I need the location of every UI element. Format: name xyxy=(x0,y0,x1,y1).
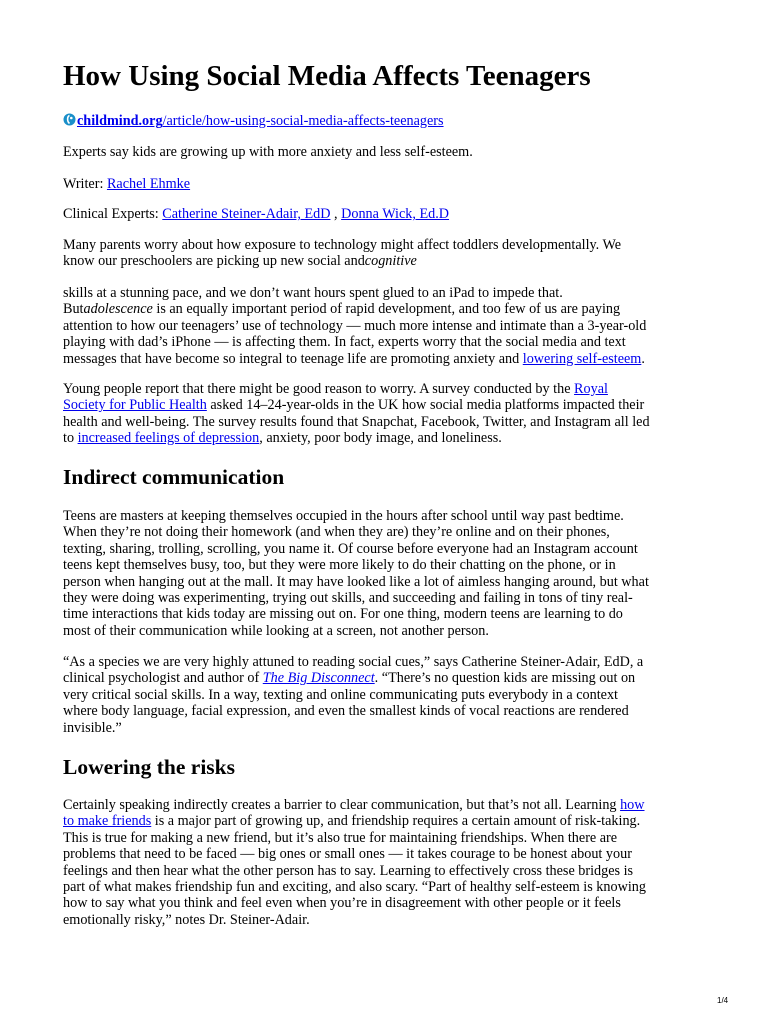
text-line: most of their communication while looking at a screen, not another person. xyxy=(63,622,489,639)
depression-link[interactable]: increased feelings of depression xyxy=(77,430,260,447)
text-line xyxy=(63,397,707,413)
writer-link[interactable]: Rachel Ehmke xyxy=(106,176,191,192)
text-line xyxy=(63,253,707,269)
writer-line xyxy=(63,176,707,192)
text-run: Certainly speaking indirectly creates a barrier to clear communication, but that’s not all. Learning xyxy=(63,797,621,813)
paragraph-friendship xyxy=(63,797,707,928)
text-run: messages that have become so integral to teenage life are promoting anxiety and xyxy=(63,350,523,367)
text-line: “As a species we are very highly attuned to reading social cues,” says Catherine Steiner-Adair, EdD, a xyxy=(63,654,644,670)
source-path: /article/how-using-social-media-affects-teenagers xyxy=(162,113,444,129)
italic-text: cognitive xyxy=(364,253,417,270)
text-line xyxy=(63,797,707,813)
writer-label: Writer: xyxy=(63,176,104,192)
text-line: When they’re not doing their homework (and when they are) they’re online and on their phones, xyxy=(63,524,610,541)
text-run: to xyxy=(63,430,78,447)
clinical-label: Clinical Experts: xyxy=(63,206,159,222)
text-run: is an equally important period of rapid development, and too few of us are paying xyxy=(152,301,621,318)
text-line: person when hanging out at the mall. It may have looked like a lot of aimless hanging around, but what xyxy=(63,573,649,590)
text-line xyxy=(63,813,707,829)
text-line: part of what makes friendship fun and exciting, and also scary. “Part of healthy self-esteem is knowing xyxy=(63,879,646,896)
text-line xyxy=(63,301,707,317)
paragraph-intro xyxy=(63,237,707,270)
paragraph-teens xyxy=(63,508,707,639)
text-run: . “There’s no question kids are missing out on xyxy=(374,670,636,687)
text-run: know our preschoolers are picking up new social and xyxy=(63,253,365,270)
text-line xyxy=(63,351,707,367)
italic-text: The Big Disconnect xyxy=(262,670,375,687)
site-favicon-icon xyxy=(63,113,76,126)
text-run: is a major part of growing up, and friendship requires a certain amount of risk-taking. xyxy=(151,813,641,830)
lowering-self-esteem-link[interactable]: lowering self-esteem xyxy=(522,350,642,367)
text-line: problems that need to be faced — big ones or small ones — it takes courage to be honest about your xyxy=(63,846,632,863)
text-line: attention to how our teenagers’ use of technology — much more intense and intimate than a 3-year-old xyxy=(63,317,647,334)
text-line: how to say what you think and feel even when you’re in disagreement with other people or it feels xyxy=(63,895,621,912)
text-line: playing with dad’s iPhone — is affecting them. In fact, experts worry that the social media and text xyxy=(63,334,626,351)
text-line: where body language, facial expression, and even the smallest kinds of vocal reactions are rendered xyxy=(63,703,629,720)
text-line: very critical social skills. In a way, texting and online communicating puts everybody in a context xyxy=(63,686,619,703)
text-line: teens kept themselves busy, too, but they were more likely to do their chatting on the phone, or in xyxy=(63,557,616,574)
paragraph-survey xyxy=(63,381,707,447)
text-line xyxy=(63,381,707,397)
royal-society-link-cont[interactable]: Society for Public Health xyxy=(63,397,207,414)
make-friends-link-cont[interactable]: to make friends xyxy=(63,813,152,830)
big-disconnect-link[interactable] xyxy=(263,670,375,686)
italic-text: adolescence xyxy=(83,301,153,318)
text-line: invisible.” xyxy=(63,719,122,736)
page-title: How Using Social Media Affects Teenagers xyxy=(63,60,591,92)
expert-separator: , xyxy=(334,206,338,222)
text-line xyxy=(63,670,707,686)
clinical-experts-line xyxy=(63,206,707,222)
text-line: feelings and then hear what the other person has to say. Learning to effectively cross these bridges is xyxy=(63,862,634,879)
text-line: emotionally risky,” notes Dr. Steiner-Adair. xyxy=(63,911,310,928)
make-friends-link[interactable]: how xyxy=(620,797,645,813)
paragraph-quote xyxy=(63,654,707,736)
source-url xyxy=(63,112,444,130)
text-run: asked 14–24-year-olds in the UK how social media platforms impacted their xyxy=(206,397,645,414)
subtitle: Experts say kids are growing up with more anxiety and less self-esteem. xyxy=(63,144,473,160)
text-run: Young people report that there might be good reason to worry. A survey conducted by the xyxy=(63,381,575,397)
text-run: . xyxy=(641,350,645,367)
royal-society-link[interactable]: Royal xyxy=(574,381,608,397)
text-line: time interactions that kids today are missing out on. For one thing, modern teens are learning to do xyxy=(63,606,623,623)
expert-link-wick[interactable]: Donna Wick, Ed.D xyxy=(341,206,450,222)
text-line: skills at a stunning pace, and we don’t want hours spent glued to an iPad to impede that. xyxy=(63,285,563,301)
text-line: they were doing was experimenting, trying out skills, and succeeding and failing in tons of tiny real- xyxy=(63,590,633,607)
text-run: But xyxy=(63,301,84,318)
page-number: 1/4 xyxy=(717,996,729,1005)
text-line: texting, sharing, trolling, scrolling, you name it. Of course before everyone had an Instagram account xyxy=(63,540,638,557)
text-line: Teens are masters at keeping themselves occupied in the hours after school until way past bedtime. xyxy=(63,508,624,524)
text-line: Many parents worry about how exposure to technology might affect toddlers developmentally. We xyxy=(63,237,622,253)
paragraph-adolescence xyxy=(63,285,707,367)
text-line xyxy=(63,430,707,446)
source-domain: childmind.org xyxy=(77,113,163,129)
source-link[interactable] xyxy=(77,113,444,129)
expert-link-steiner-adair[interactable]: Catherine Steiner-Adair, EdD xyxy=(162,206,331,222)
section-heading-lowering: Lowering the risks xyxy=(63,755,235,779)
text-line: This is true for making a new friend, but it’s also true for maintaining friendships. When there are xyxy=(63,829,618,846)
text-run: clinical psychologist and author of xyxy=(63,670,263,687)
text-line: health and well-being. The survey results found that Snapchat, Facebook, Twitter, and Instagram all led xyxy=(63,413,650,430)
text-run: , anxiety, poor body image, and loneliness. xyxy=(259,430,502,447)
section-heading-indirect: Indirect communication xyxy=(63,465,285,489)
